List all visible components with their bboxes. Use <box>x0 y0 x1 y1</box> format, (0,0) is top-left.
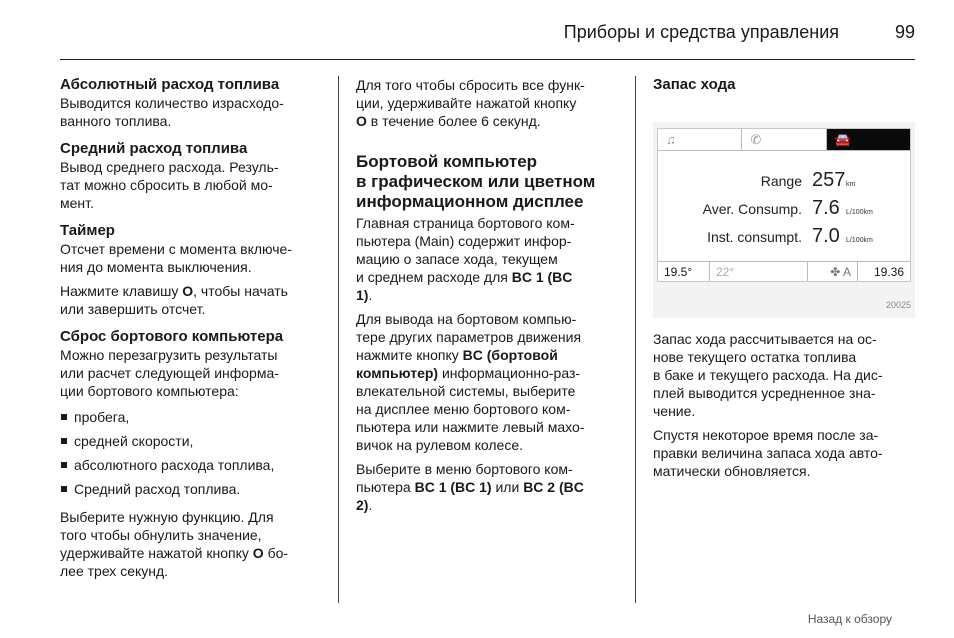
column-2 <box>356 76 624 514</box>
column-3 <box>653 76 915 480</box>
key-o: O <box>356 113 367 129</box>
clock: 19.36 <box>873 264 904 279</box>
reset-text: Можно перезагрузить результаты или расчет следующей информа- ции бортового компьютера: <box>60 347 279 399</box>
display-tabs <box>658 129 910 151</box>
column-1 <box>60 76 328 580</box>
list-item: абсолютного расхода топлива, <box>60 456 328 474</box>
other-params-text: Для вывода на бортовом компью- тере других параметров движения нажмите кнопку BC (бортовой компьютер) информационно-раз- влекательной системы, выберите на дисплее меню бортового ком- пьютера или нажмите левый махо- вичок на рулевом колесе. <box>356 311 585 453</box>
abs-consumption-heading: Абсолютный расход топлива <box>60 76 280 93</box>
main-page-text: Главная страница бортового ком- пьютера (Main) содержит инфор- мацию о запасе хода, текущем и среднем расходе для BC 1 (BC 1). <box>356 215 575 303</box>
reset-heading: Сброс бортового компьютера <box>60 328 284 345</box>
range-heading: Запас хода <box>653 76 736 93</box>
column-divider-1 <box>338 76 339 603</box>
figure-number: 20025 <box>885 300 911 310</box>
onboard-computer-heading: Бортовой компьютер в графическом или цветном информационном дисплее <box>356 152 596 211</box>
abs-consumption-text: Выводится количество израсходо- ванного топлива. <box>60 95 284 129</box>
display-status-bar <box>658 261 910 281</box>
section-title: Приборы и средства управления <box>563 22 839 42</box>
avg-consumption-heading: Средний расход топлива <box>60 140 248 157</box>
page-header <box>60 20 915 60</box>
music-icon: ♫ <box>658 129 742 150</box>
phone-icon: ✆ <box>742 129 826 150</box>
choose-menu-text: Выберите в меню бортового ком- пьютера BC 1 (BC 1) или BC 2 (BC 2). <box>356 461 584 513</box>
timer-heading: Таймер <box>60 222 115 239</box>
key-o: O <box>252 545 264 561</box>
back-to-overview-link[interactable]: Назад к обзору <box>807 612 892 626</box>
display-figure <box>653 122 915 318</box>
car-icon: 🚘 <box>827 129 910 150</box>
range-description: Запас хода рассчитывается на ос- нове текущего остатка топлива в баке и текущего расхода. На дис- плей выводится усредненное зна- чение. <box>653 331 883 419</box>
fan-icon: ✤ A <box>808 262 858 281</box>
page-number: 99 <box>894 22 915 42</box>
select-function-text: Выберите нужную функцию. Для того чтобы обнулить значение, удерживайте нажатой кнопку O бо- лее трех секунд. <box>60 509 289 579</box>
timer-instruction: Нажмите клавишу O, чтобы начать или завершить отсчет. <box>60 283 288 317</box>
outside-temp: 19.5° <box>658 262 710 281</box>
set-temp: 22° <box>710 262 808 281</box>
avg-consumption-text: Вывод среднего расхода. Резуль- тат можно сбросить в любой мо- мент. <box>60 159 279 211</box>
range-row: Range 257 km <box>760 169 856 191</box>
range-update-text: Спустя некоторое время после за- правки величина запаса хода авто- матически обновляется. <box>653 427 883 479</box>
info-display <box>657 128 911 282</box>
reset-all-text: Для того чтобы сбросить все функ- ции, удерживайте нажатой кнопку O в течение более 6 секунд. <box>356 77 585 129</box>
key-o: O <box>182 283 194 299</box>
avg-consumption-row: Aver. Consump. 7.6 L/100km <box>702 197 873 219</box>
column-divider-2 <box>635 76 636 603</box>
list-item: Средний расход топлива. <box>60 480 328 498</box>
reset-bullet-list <box>60 408 328 498</box>
list-item: пробега, <box>60 408 328 426</box>
inst-consumption-row: Inst. consumpt. 7.0 L/100km <box>707 225 873 247</box>
list-item: средней скорости, <box>60 432 328 450</box>
timer-text: Отсчет времени с момента включе- ния до момента выключения. <box>60 241 292 275</box>
